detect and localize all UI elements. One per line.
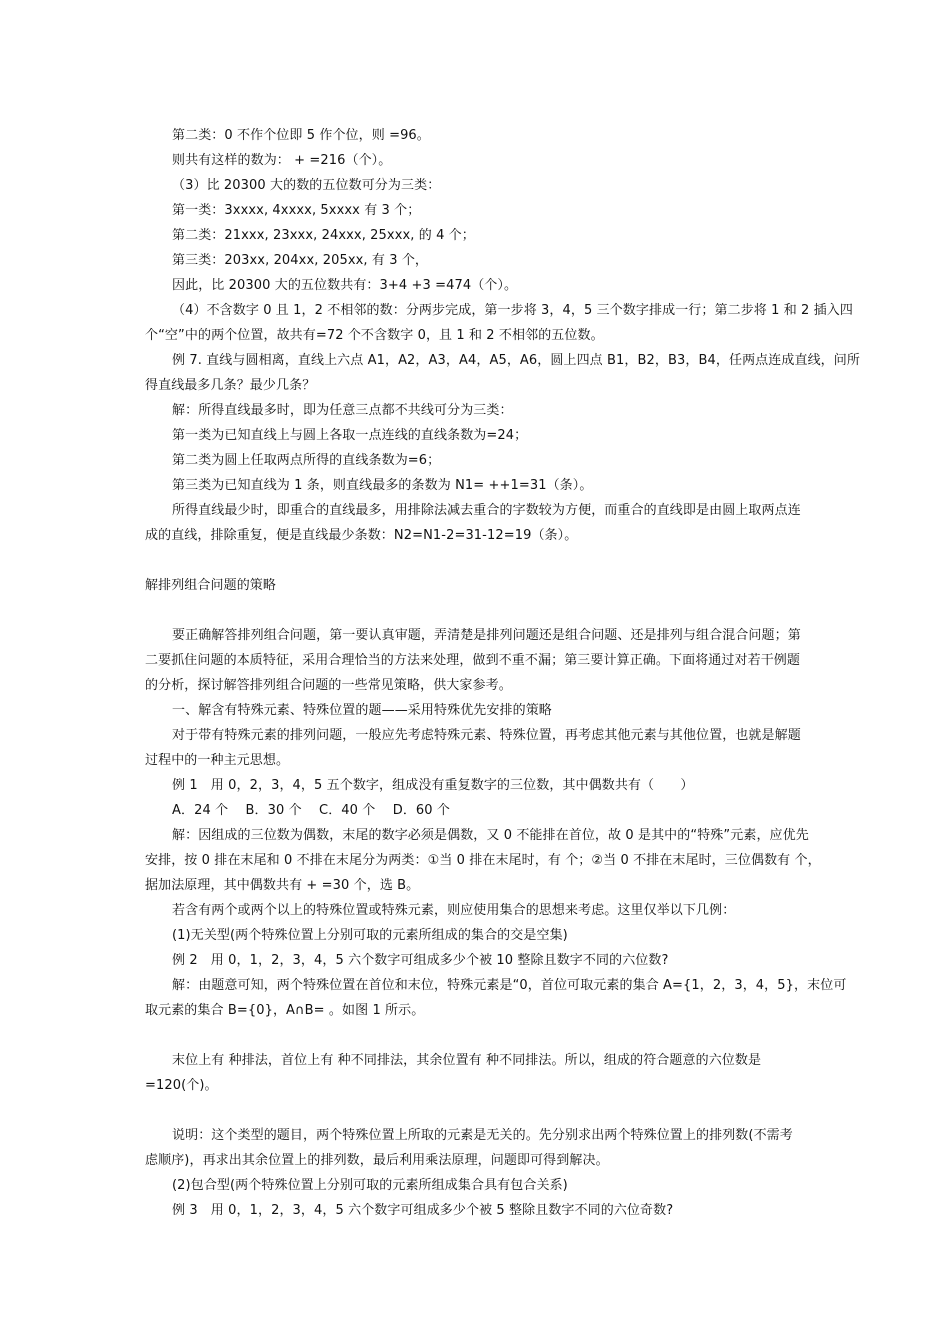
text-line: 因此，比 20300 大的五位数共有：3+4 +3 =474（个）。 xyxy=(172,278,518,293)
text-line: 例 7. 直线与圆相离，直线上六点 A1，A2，A3，A4，A5，A6，圆上四点 B1，B2，B3，B4，任两点连成直线，问所 xyxy=(172,353,860,368)
text-line: 解：因组成的三位数为偶数，末尾的数字必须是偶数，又 0 不能排在首位，故 0 是其中的“特殊”元素，应优先 xyxy=(172,828,809,843)
text-line: 例 2 用 0，1，2，3，4，5 六个数字可组成多少个被 10 整除且数字不同的六位数? xyxy=(172,953,669,968)
text-line: 过程中的一种主元思想。 xyxy=(145,753,290,768)
text-line: 的分析，探讨解答排列组合问题的一些常见策略，供大家参考。 xyxy=(145,678,512,693)
text-line: 第二类：21xxx, 23xxx, 24xxx, 25xxx, 的 4 个； xyxy=(172,228,475,243)
text-line: 对于带有特殊元素的排列问题，一般应先考虑特殊元素、特殊位置，再考虑其他元素与其他位置，也就是解题 xyxy=(172,728,801,743)
text-line: 第一类为已知直线上与圆上各取一点连线的直线条数为=24； xyxy=(172,428,528,443)
text-line: 第二类为圆上任取两点所得的直线条数为=6； xyxy=(172,453,441,468)
text-line: 解：所得直线最多时，即为任意三点都不共线可分为三类： xyxy=(172,403,513,418)
text-line: （4）不含数字 0 且 1，2 不相邻的数：分两步完成，第一步将 3，4，5 三个数字排成一行；第二步将 1 和 2 插入四 xyxy=(172,303,853,318)
text-line: 第三类：203xx, 204xx, 205xx, 有 3 个， xyxy=(172,253,429,268)
text-line: 虑顺序)，再求出其余位置上的排列数，最后利用乘法原理，问题即可得到解决。 xyxy=(145,1153,609,1168)
text-line: 安排，按 0 排在末尾和 0 不排在末尾分为两类：①当 0 排在末尾时，有 个；②当 0 不排在末尾时，三位偶数有 个， xyxy=(145,853,821,868)
text-line: 个“空”中的两个位置，故共有=72 个不含数字 0，且 1 和 2 不相邻的五位数。 xyxy=(145,328,604,343)
text-line: 第三类为已知直线为 1 条，则直线最多的条数为 N1= ++1=31（条）。 xyxy=(172,478,593,493)
text-line: 例 1 用 0，2，3，4，5 五个数字，组成没有重复数字的三位数，其中偶数共有（ ） xyxy=(172,778,694,793)
text-line: 取元素的集合 B={0}，A∩B= 。如图 1 所示。 xyxy=(145,1003,425,1018)
text-line: 解：由题意可知，两个特殊位置在首位和末位，特殊元素是“0，首位可取元素的集合 A={1，2，3，4，5}，末位可 xyxy=(172,978,847,993)
text-line: 第二类：0 不作个位即 5 作个位，则 =96。 xyxy=(172,128,430,143)
text-line: 要正确解答排列组合问题，第一要认真审题，弄清楚是排列问题还是组合问题、还是排列与组合混合问题；第 xyxy=(172,628,801,643)
text-line: 若含有两个或两个以上的特殊位置或特殊元素，则应使用集合的思想来考虑。这里仅举以下几例： xyxy=(172,903,736,918)
section-heading: 解排列组合问题的策略 xyxy=(145,578,277,593)
subsection-heading: 一、解含有特殊元素、特殊位置的题——采用特殊优先安排的策略 xyxy=(172,703,552,718)
text-line: =120(个)。 xyxy=(145,1078,218,1093)
answer-options: A．24 个 B．30 个 C．40 个 D．60 个 xyxy=(172,803,450,818)
text-line: （3）比 20300 大的数的五位数可分为三类： xyxy=(172,178,441,193)
text-line: 成的直线，排除重复，便是直线最少条数：N2=N1-2=31-12=19（条）。 xyxy=(145,528,578,543)
text-line: 第一类：3xxxx, 4xxxx, 5xxxx 有 3 个； xyxy=(172,203,421,218)
text-line: (1)无关型(两个特殊位置上分别可取的元素所组成的集合的交是空集) xyxy=(172,928,568,943)
text-line: 说明：这个类型的题目，两个特殊位置上所取的元素是无关的。先分别求出两个特殊位置上的排列数(不需考 xyxy=(172,1128,793,1143)
text-line: 则共有这样的数为： + =216（个）。 xyxy=(172,153,392,168)
text-line: 所得直线最少时，即重合的直线最多，用排除法减去重合的字数较为方便，而重合的直线即是由圆上取两点连 xyxy=(172,503,801,518)
text-line: 例 3 用 0，1，2，3，4，5 六个数字可组成多少个被 5 整除且数字不同的六位奇数? xyxy=(172,1203,674,1218)
text-line: (2)包合型(两个特殊位置上分别可取的元素所组成集合具有包合关系) xyxy=(172,1178,568,1193)
text-line: 据加法原理，其中偶数共有 + =30 个，选 B。 xyxy=(145,878,420,893)
text-line: 得直线最多几条？最少几条？ xyxy=(145,378,316,393)
text-line: 二要抓住问题的本质特征，采用合理恰当的方法来处理，做到不重不漏；第三要计算正确。下面将通过对若干例题 xyxy=(145,653,801,668)
text-line: 末位上有 种排法，首位上有 种不同排法，其余位置有 种不同排法。所以，组成的符合题意的六位数是 xyxy=(172,1053,762,1068)
